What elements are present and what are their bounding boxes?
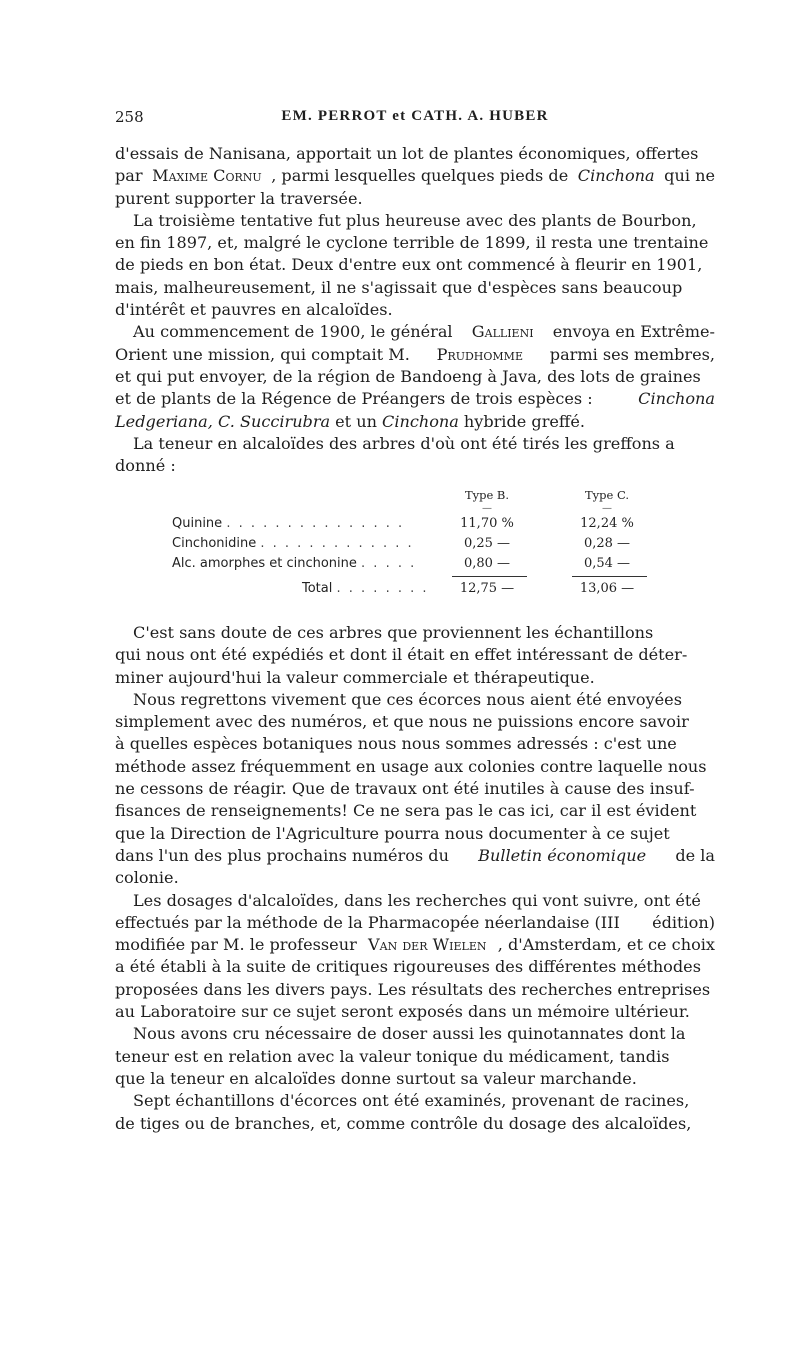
text-run: miner aujourd'hui la valeur commerciale et thérapeutique. (115, 667, 595, 687)
text-run: et de plants de la Régence de Préangers de trois espèces : (115, 389, 593, 409)
text-line (115, 299, 715, 321)
type-b-value: 0,25 — (463, 536, 511, 551)
italic-text: Cinchona (638, 389, 715, 409)
text-run: colonie. (115, 868, 179, 888)
text-line (115, 756, 715, 778)
text-run: fisances de renseignements! Ce ne sera pas le cas ici, car il est évident (115, 801, 697, 821)
total-type-b: 12,75 — (459, 581, 515, 596)
text-run: de pieds en bon état. Deux d'entre eux ont commencé à fleurir en 1901, (115, 255, 703, 275)
text-line (115, 845, 715, 867)
text-line (115, 823, 715, 845)
text-run: qui ne (664, 166, 715, 186)
row-label: Alc. amorphes et cinchonine . . . . . (172, 556, 417, 571)
text-run: édition) (652, 912, 715, 932)
text-line (115, 321, 715, 343)
text-run: effectués par la méthode de la Pharmacopée néerlandaise (III (115, 912, 620, 932)
sum-rule (572, 576, 647, 577)
text-run: modifiée par M. le professeur (115, 935, 357, 955)
text-run: et qui put envoyer, de la région de Bandoeng à Java, des lots de graines (115, 366, 701, 386)
person-name: Van der Wielen (368, 935, 487, 955)
text-run: dans l'un des plus prochains numéros du (115, 845, 449, 865)
text-line (115, 867, 715, 889)
paragraphs-bottom (115, 622, 715, 1135)
text-line (115, 979, 715, 1001)
column-dash: — (482, 503, 492, 514)
table-row (172, 536, 657, 556)
text-run: C'est sans doute de ces arbres que proviennent les échantillons (133, 623, 654, 642)
text-run: en fin 1897, et, malgré le cyclone terrible de 1899, il resta une trentaine (115, 233, 709, 253)
text-run: simplement avec des numéros, et que nous ne puissions encore savoir (115, 712, 689, 732)
type-b-value: 11,70 % (460, 516, 514, 531)
text-line (115, 433, 715, 455)
person-name: Prudhomme (436, 344, 523, 364)
column-header-type-b: Type B. (464, 488, 510, 502)
text-run: , d'Amsterdam, et ce choix (497, 935, 715, 955)
text-run: Au commencement de 1900, le général (133, 322, 453, 342)
text-run: et un (335, 411, 377, 431)
person-name: Maxime Cornu (152, 166, 262, 186)
text-line (115, 165, 715, 187)
text-run: ne cessons de réagir. Que de travaux ont été inutiles à cause des insuf- (115, 779, 695, 799)
total-row (172, 581, 657, 601)
text-run: La teneur en alcaloïdes des arbres d'où ont été tirés les greffons a (133, 433, 675, 453)
text-run: Orient une mission, qui comptait M. (115, 344, 410, 364)
text-run: Sept échantillons d'écorces ont été examinés, provenant de racines, (133, 1091, 690, 1111)
text-run: méthode assez fréquemment en usage aux colonies contre laquelle nous (115, 756, 707, 776)
text-line (115, 210, 715, 232)
text-line (115, 277, 715, 299)
text-run: La troisième tentative fut plus heureuse avec des plants de Bourbon, (133, 210, 697, 230)
text-run: Nous avons cru nécessaire de doser aussi les quinotannates dont la (133, 1024, 686, 1044)
text-line (115, 455, 715, 477)
text-line (115, 778, 715, 800)
text-line (115, 1113, 715, 1135)
text-line (115, 411, 715, 433)
text-line (115, 733, 715, 755)
text-line (115, 934, 715, 956)
text-run: que la Direction de l'Agriculture pourra nous documenter à ce sujet (115, 823, 670, 843)
text-line (115, 890, 715, 912)
text-line (115, 143, 715, 165)
text-line (115, 1023, 715, 1045)
text-run: teneur est en relation avec la valeur tonique du médicament, tandis (115, 1046, 670, 1066)
text-line (115, 689, 715, 711)
paragraphs-top (115, 143, 715, 477)
table-row (172, 556, 657, 576)
text-run: parmi ses membres, (549, 344, 715, 364)
text-line (115, 800, 715, 822)
text-line (115, 388, 715, 410)
text-line (115, 232, 715, 254)
table-row (172, 516, 657, 536)
text-run: Nous regrettons vivement que ces écorces nous aient été envoyées (133, 689, 682, 709)
text-run: de la (675, 845, 715, 865)
text-run: mais, malheureusement, il ne s'agissait que d'espèces sans beaucoup (115, 277, 683, 297)
text-line (115, 188, 715, 210)
text-line (115, 366, 715, 388)
text-run: proposées dans les divers pays. Les résultats des recherches entreprises (115, 979, 711, 999)
text-run: donné : (115, 456, 176, 476)
text-run: a été établi à la suite de critiques rigoureuses des différentes méthodes (115, 957, 701, 977)
text-run: à quelles espèces botaniques nous nous sommes adressés : c'est une (115, 734, 677, 754)
text-line (115, 711, 715, 733)
sum-rule (452, 576, 527, 577)
text-line (115, 1001, 715, 1023)
text-run: d'intérêt et pauvres en alcaloïdes. (115, 300, 393, 320)
text-run: purent supporter la traversée. (115, 188, 363, 208)
type-c-value: 0,54 — (583, 556, 631, 571)
column-dash: — (602, 503, 612, 514)
italic-text: Cinchona (577, 166, 655, 186)
text-run: hybride greffé. (463, 411, 585, 431)
text-run: qui nous ont été expédiés et dont il était en effet intéressant de déter- (115, 645, 688, 665)
text-line (115, 1090, 715, 1112)
text-line (115, 644, 715, 666)
type-c-value: 12,24 % (580, 516, 634, 531)
text-line (115, 956, 715, 978)
person-name: Gallieni (471, 322, 534, 342)
text-line (115, 1046, 715, 1068)
text-run: de tiges ou de branches, et, comme contrôle du dosage des alcaloïdes, (115, 1113, 692, 1133)
text-line (115, 344, 715, 366)
text-run: par (115, 166, 143, 186)
italic-text: Bulletin économique (478, 845, 647, 865)
text-run: que la teneur en alcaloïdes donne surtout sa valeur marchande. (115, 1068, 637, 1088)
column-header-type-c: Type C. (584, 488, 630, 502)
total-type-c: 13,06 — (579, 581, 635, 596)
text-line (115, 912, 715, 934)
italic-text: Cinchona (382, 411, 459, 431)
type-b-value: 0,80 — (463, 556, 511, 571)
text-line (115, 667, 715, 689)
text-line (115, 1068, 715, 1090)
row-label: Cinchonidine . . . . . . . . . . . . . (172, 536, 414, 551)
italic-text: Ledgeriana, C. Succirubra (115, 411, 331, 431)
text-run: envoya en Extrême- (552, 322, 715, 342)
text-run: d'essais de Nanisana, apportait un lot de plantes économiques, offertes (115, 144, 699, 163)
text-run: , parmi lesquelles quelques pieds de (271, 166, 569, 186)
text-line (115, 254, 715, 276)
running-title: EM. PERROT et CATH. A. HUBER (281, 108, 549, 124)
total-label: Total . . . . . . . . (302, 581, 429, 596)
type-c-value: 0,28 — (583, 536, 631, 551)
page-header (115, 108, 715, 132)
text-run: au Laboratoire sur ce sujet seront exposés dans un mémoire ultérieur. (115, 1002, 690, 1022)
page-number: 258 (115, 108, 144, 126)
row-label: Quinine . . . . . . . . . . . . . . . (172, 516, 405, 531)
text-line (115, 622, 715, 644)
text-run: Les dosages d'alcaloïdes, dans les recherches qui vont suivre, ont été (133, 890, 701, 910)
